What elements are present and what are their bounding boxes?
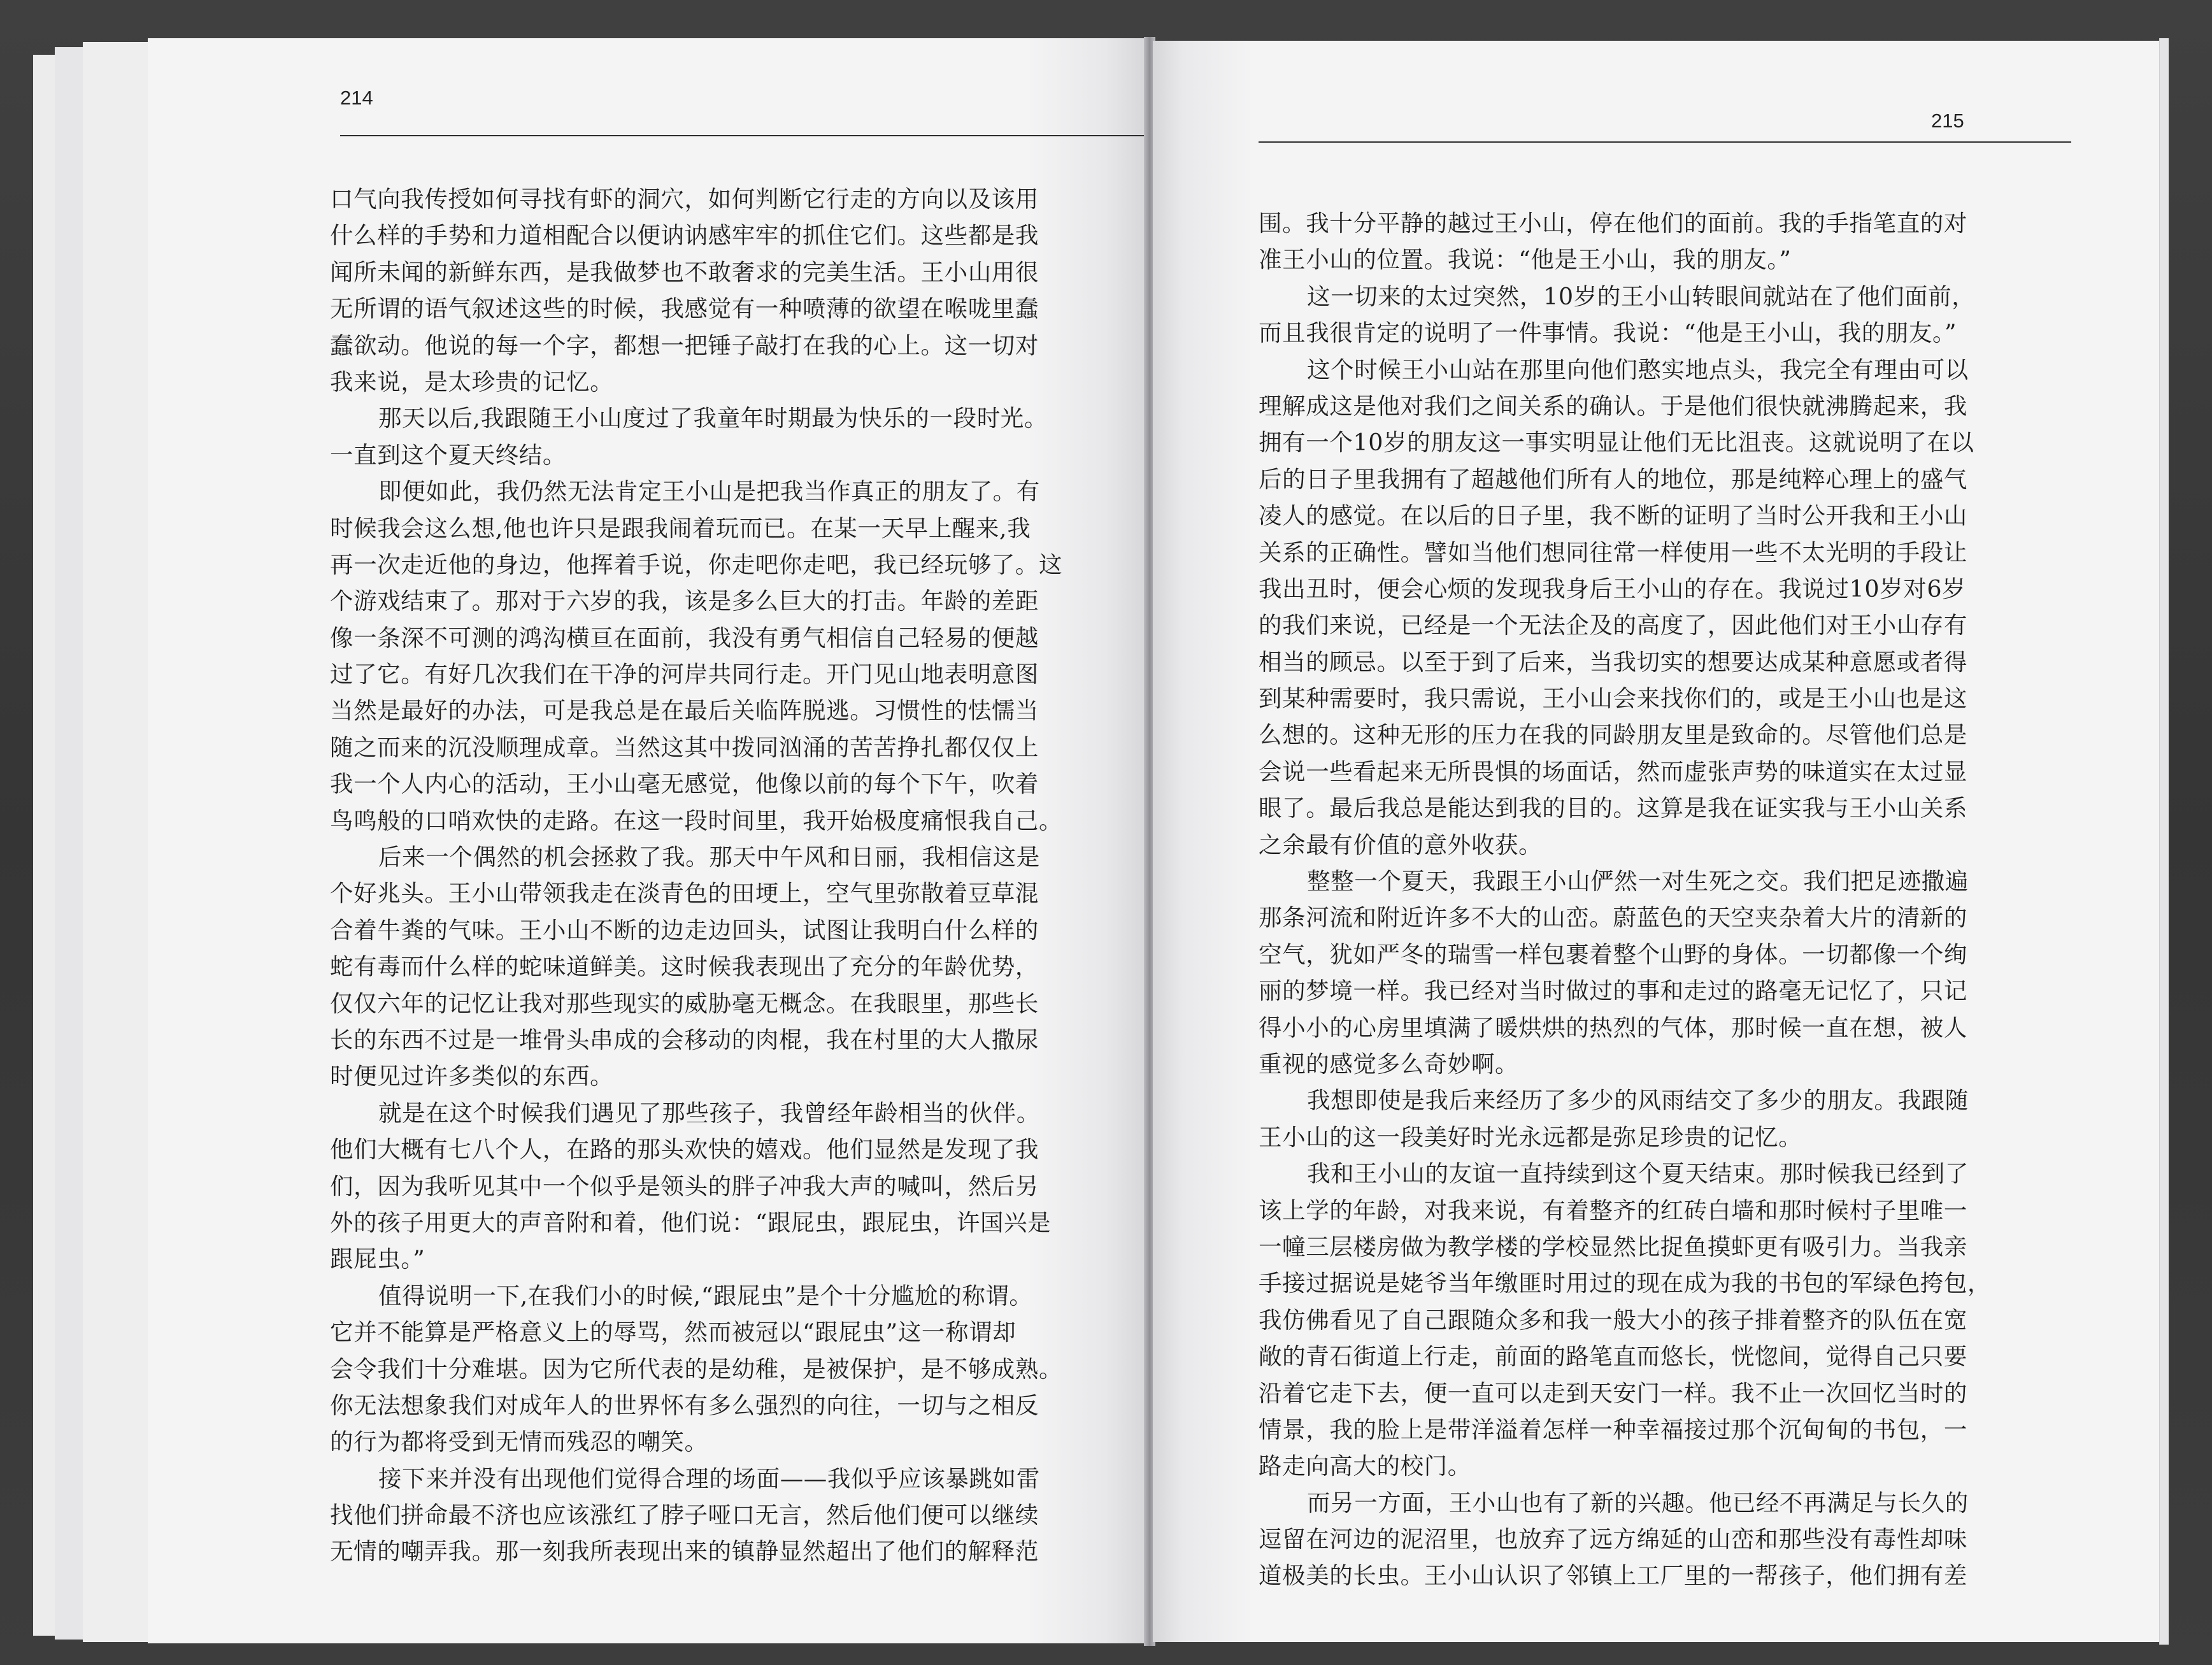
text-line: 们，因为我听见其中一个似乎是领头的胖子冲我大声的喊叫，然后另 bbox=[330, 1172, 1039, 1200]
text-line: 而另一方面，王小山也有了新的兴趣。他已经不再满足与长久的 bbox=[1307, 1489, 1969, 1517]
text-line: 我出丑时，便会心烦的发现我身后王小山的存在。我说过10岁对6岁 bbox=[1259, 575, 1966, 603]
text-line: 会令我们十分难堪。因为它所代表的是幼稚，是被保护，是不够成熟。 bbox=[330, 1355, 1063, 1383]
text-line: 围。我十分平静的越过王小山，停在他们的面前。我的手指笔直的对 bbox=[1259, 210, 1967, 237]
text-line: 无情的嘲弄我。那一刻我所表现出来的镇静显然超出了他们的解释范 bbox=[330, 1538, 1039, 1566]
text-line: 关系的正确性。譬如当他们想同往常一样使用一些不太光明的手段让 bbox=[1259, 538, 1967, 566]
page-stack-edge-right bbox=[2159, 38, 2169, 1645]
text-line: 么想的。这种无形的压力在我的同龄朋友里是致命的。尽管他们总是 bbox=[1259, 721, 1967, 749]
text-line: 拥有一个10岁的朋友这一事实明显让他们无比沮丧。这就说明了在以 bbox=[1259, 429, 1974, 457]
text-line: 凌人的感觉。在以后的日子里，我不断的证明了当时公开我和王小山 bbox=[1259, 502, 1967, 530]
page-number-left: 214 bbox=[340, 87, 373, 109]
text-line: 我仿佛看见了自己跟随众多和我一般大小的孩子排着整齐的队伍在宽 bbox=[1259, 1306, 1967, 1334]
text-line: 什么样的手势和力道相配合以便讷讷感牢牢的抓住它们。这些都是我 bbox=[330, 222, 1039, 250]
text-line: 眼了。最后我总是能达到我的目的。这算是我在证实我与王小山关系 bbox=[1259, 794, 1967, 822]
text-line: 那条河流和附近许多不大的山峦。蔚蓝色的天空夹杂着大片的清新的 bbox=[1259, 904, 1967, 932]
text-line: 它并不能算是严格意义上的辱骂，然而被冠以“跟屁虫”这一称谓却 bbox=[330, 1318, 1017, 1347]
text-line: 得小小的心房里填满了暖烘烘的热烈的气体，那时候一直在想，被人 bbox=[1259, 1013, 1967, 1041]
text-line: 值得说明一下,在我们小的时候,“跟屁虫”是个十分尴尬的称谓。 bbox=[378, 1282, 1033, 1310]
text-line: 的我们来说，已经是一个无法企及的高度了，因此他们对王小山存有 bbox=[1259, 611, 1967, 640]
text-line: 到某种需要时，我只需说，王小山会来找你们的，或是王小山也是这 bbox=[1259, 685, 1967, 713]
text-line: 像一条深不可测的鸿沟横亘在面前，我没有勇气相信自己轻易的便越 bbox=[330, 624, 1039, 652]
text-line: 王小山的这一段美好时光永远都是弥足珍贵的记忆。 bbox=[1259, 1123, 1802, 1151]
left-page-text bbox=[330, 181, 1209, 1570]
text-line: 敞的青石街道上行走，前面的路笔直而悠长，恍惚间，觉得自己只要 bbox=[1259, 1343, 1967, 1371]
left-page bbox=[148, 38, 1145, 1643]
text-line: 接下来并没有出现他们觉得合理的场面——我似乎应该暴跳如雷 bbox=[378, 1464, 1040, 1492]
text-line: 这个时候王小山站在那里向他们憨实地点头，我完全有理由可以 bbox=[1307, 355, 1969, 383]
text-line: 我来说，是太珍贵的记忆。 bbox=[330, 368, 614, 396]
text-line: 后来一个偶然的机会拯救了我。那天中午风和日丽，我相信这是 bbox=[378, 843, 1040, 871]
right-page bbox=[1153, 41, 2160, 1642]
text-line: 口气向我传授如何寻找有虾的洞穴，如何判断它行走的方向以及该用 bbox=[330, 185, 1039, 213]
text-line: 个好兆头。王小山带领我走在淡青色的田埂上，空气里弥散着豆草混 bbox=[330, 880, 1039, 908]
text-line: 路走向高大的校门。 bbox=[1259, 1452, 1471, 1480]
text-line: 闻所未闻的新鲜东西，是我做梦也不敢奢求的完美生活。王小山用很 bbox=[330, 258, 1039, 286]
header-rule-left bbox=[340, 135, 1204, 136]
text-line: 会说一些看起来无所畏惧的场面话，然而虚张声势的味道实在太过显 bbox=[1259, 757, 1967, 785]
text-line: 合着牛粪的气味。王小山不断的边走边回头，试图让我明白什么样的 bbox=[330, 916, 1039, 944]
text-line: 长的东西不过是一堆骨头串成的会移动的肉棍，我在村里的大人撒尿 bbox=[330, 1025, 1039, 1054]
text-line: 仅仅六年的记忆让我对那些现实的威胁毫无概念。在我眼里，那些长 bbox=[330, 989, 1039, 1017]
text-line: 相当的顾忌。以至于到了后来，当我切实的想要达成某种意愿或者得 bbox=[1259, 648, 1967, 676]
text-line: 逗留在河边的泥沼里，也放弃了远方绵延的山峦和那些没有毒性却味 bbox=[1259, 1526, 1967, 1554]
text-line: 这一切来的太过突然，10岁的王小山转眼间就站在了他们面前， bbox=[1307, 282, 1976, 310]
text-line: 沿着它走下去，便一直可以走到天安门一样。我不止一次回忆当时的 bbox=[1259, 1379, 1967, 1407]
text-line: 整整一个夏天，我跟王小山俨然一对生死之交。我们把足迹撒遍 bbox=[1307, 868, 1969, 896]
text-line: 理解成这是他对我们之间关系的确认。于是他们很快就沸腾起来，我 bbox=[1259, 392, 1967, 420]
text-line: 道极美的长虫。王小山认识了邻镇上工厂里的一帮孩子，他们拥有差 bbox=[1259, 1562, 1967, 1590]
text-line: 那天以后,我跟随王小山度过了我童年时期最为快乐的一段时光。 bbox=[378, 404, 1048, 432]
text-line: 找他们拼命最不济也应该涨红了脖子哑口无言，然后他们便可以继续 bbox=[330, 1501, 1039, 1529]
text-line: 情景，我的脸上是带洋溢着怎样一种幸福接过那个沉甸甸的书包，一 bbox=[1259, 1415, 1967, 1443]
text-line: 后的日子里我拥有了超越他们所有人的地位，那是纯粹心理上的盛气 bbox=[1259, 465, 1967, 493]
text-line: 即便如此，我仍然无法肯定王小山是把我当作真正的朋友了。有 bbox=[378, 478, 1040, 506]
text-line: 我一个人内心的活动，王小山毫无感觉，他像以前的每个下午，吹着 bbox=[330, 770, 1039, 798]
text-line: 的行为都将受到无情而残忍的嘲笑。 bbox=[330, 1428, 708, 1456]
text-line: 无所谓的语气叙述这些的时候，我感觉有一种喷薄的欲望在喉咙里蠢 bbox=[330, 295, 1039, 323]
text-line: 你无法想象我们对成年人的世界怀有多么强烈的向往，一切与之相反 bbox=[330, 1391, 1039, 1419]
text-line: 过了它。有好几次我们在干净的河岸共同行走。开门见山地表明意图 bbox=[330, 661, 1039, 689]
text-line: 跟屁虫。” bbox=[330, 1245, 425, 1273]
text-line: 准王小山的位置。我说：“他是王小山，我的朋友。” bbox=[1259, 246, 1792, 274]
header-rule-right bbox=[1259, 141, 2071, 143]
text-line: 时便见过许多类似的东西。 bbox=[330, 1062, 614, 1090]
text-line: 丽的梦境一样。我已经对当时做过的事和走过的路毫无记忆了，只记 bbox=[1259, 977, 1967, 1005]
text-line: 就是在这个时候我们遇见了那些孩子，我曾经年龄相当的伙伴。 bbox=[378, 1099, 1040, 1127]
text-line: 一直到这个夏天终结。 bbox=[330, 441, 566, 469]
text-line: 蠢欲动。他说的每一个字，都想一把锤子敲打在我的心上。这一切对 bbox=[330, 331, 1039, 359]
text-line: 手接过据说是姥爷当年缴匪时用过的现在成为我的书包的军绿色挎包， bbox=[1259, 1269, 1992, 1297]
page-number-right: 215 bbox=[1931, 110, 1964, 132]
text-line: 随之而来的沉没顺理成章。当然这其中拨同汹涌的苦苦挣扎都仅仅上 bbox=[330, 733, 1039, 761]
text-line: 蛇有毒而什么样的蛇味道鲜美。这时候我表现出了充分的年龄优势， bbox=[330, 953, 1039, 981]
text-line: 鸟鸣般的口哨欢快的走路。在这一段时间里，我开始极度痛恨我自己。 bbox=[330, 806, 1063, 834]
text-line: 他们大概有七八个人，在路的那头欢快的嬉戏。他们显然是发现了我 bbox=[330, 1136, 1039, 1164]
text-line: 再一次走近他的身边，他挥着手说，你走吧你走吧，我已经玩够了。这 bbox=[330, 550, 1063, 578]
text-line: 空气，犹如严冬的瑞雪一样包裹着整个山野的身体。一切都像一个绚 bbox=[1259, 940, 1967, 968]
text-line: 当然是最好的办法，可是我总是在最后关临阵脱逃。习惯性的怯懦当 bbox=[330, 697, 1039, 725]
text-line: 一幢三层楼房做为教学楼的学校显然比捉鱼摸虾更有吸引力。当我亲 bbox=[1259, 1233, 1967, 1261]
text-line: 我和王小山的友谊一直持续到这个夏天结束。那时候我已经到了 bbox=[1307, 1160, 1969, 1188]
text-line: 我想即使是我后来经历了多少的风雨结交了多少的朋友。我跟随 bbox=[1307, 1087, 1969, 1115]
text-line: 外的孩子用更大的声音附和着，他们说：“跟屁虫，跟屁虫，许国兴是 bbox=[330, 1208, 1052, 1236]
text-line: 而且我很肯定的说明了一件事情。我说：“他是王小山，我的朋友。” bbox=[1259, 319, 1957, 347]
text-line: 重视的感觉多么奇妙啊。 bbox=[1259, 1050, 1519, 1078]
text-line: 该上学的年龄，对我来说，有着整齐的红砖白墙和那时候村子里唯一 bbox=[1259, 1196, 1967, 1224]
right-page-text bbox=[1259, 205, 2071, 1594]
text-line: 时候我会这么想,他也许只是跟我闹着玩而已。在某一天早上醒来,我 bbox=[330, 514, 1031, 542]
text-line: 个游戏结束了。那对于六岁的我，该是多么巨大的打击。年龄的差距 bbox=[330, 587, 1039, 615]
text-line: 之余最有价值的意外收获。 bbox=[1259, 831, 1543, 859]
